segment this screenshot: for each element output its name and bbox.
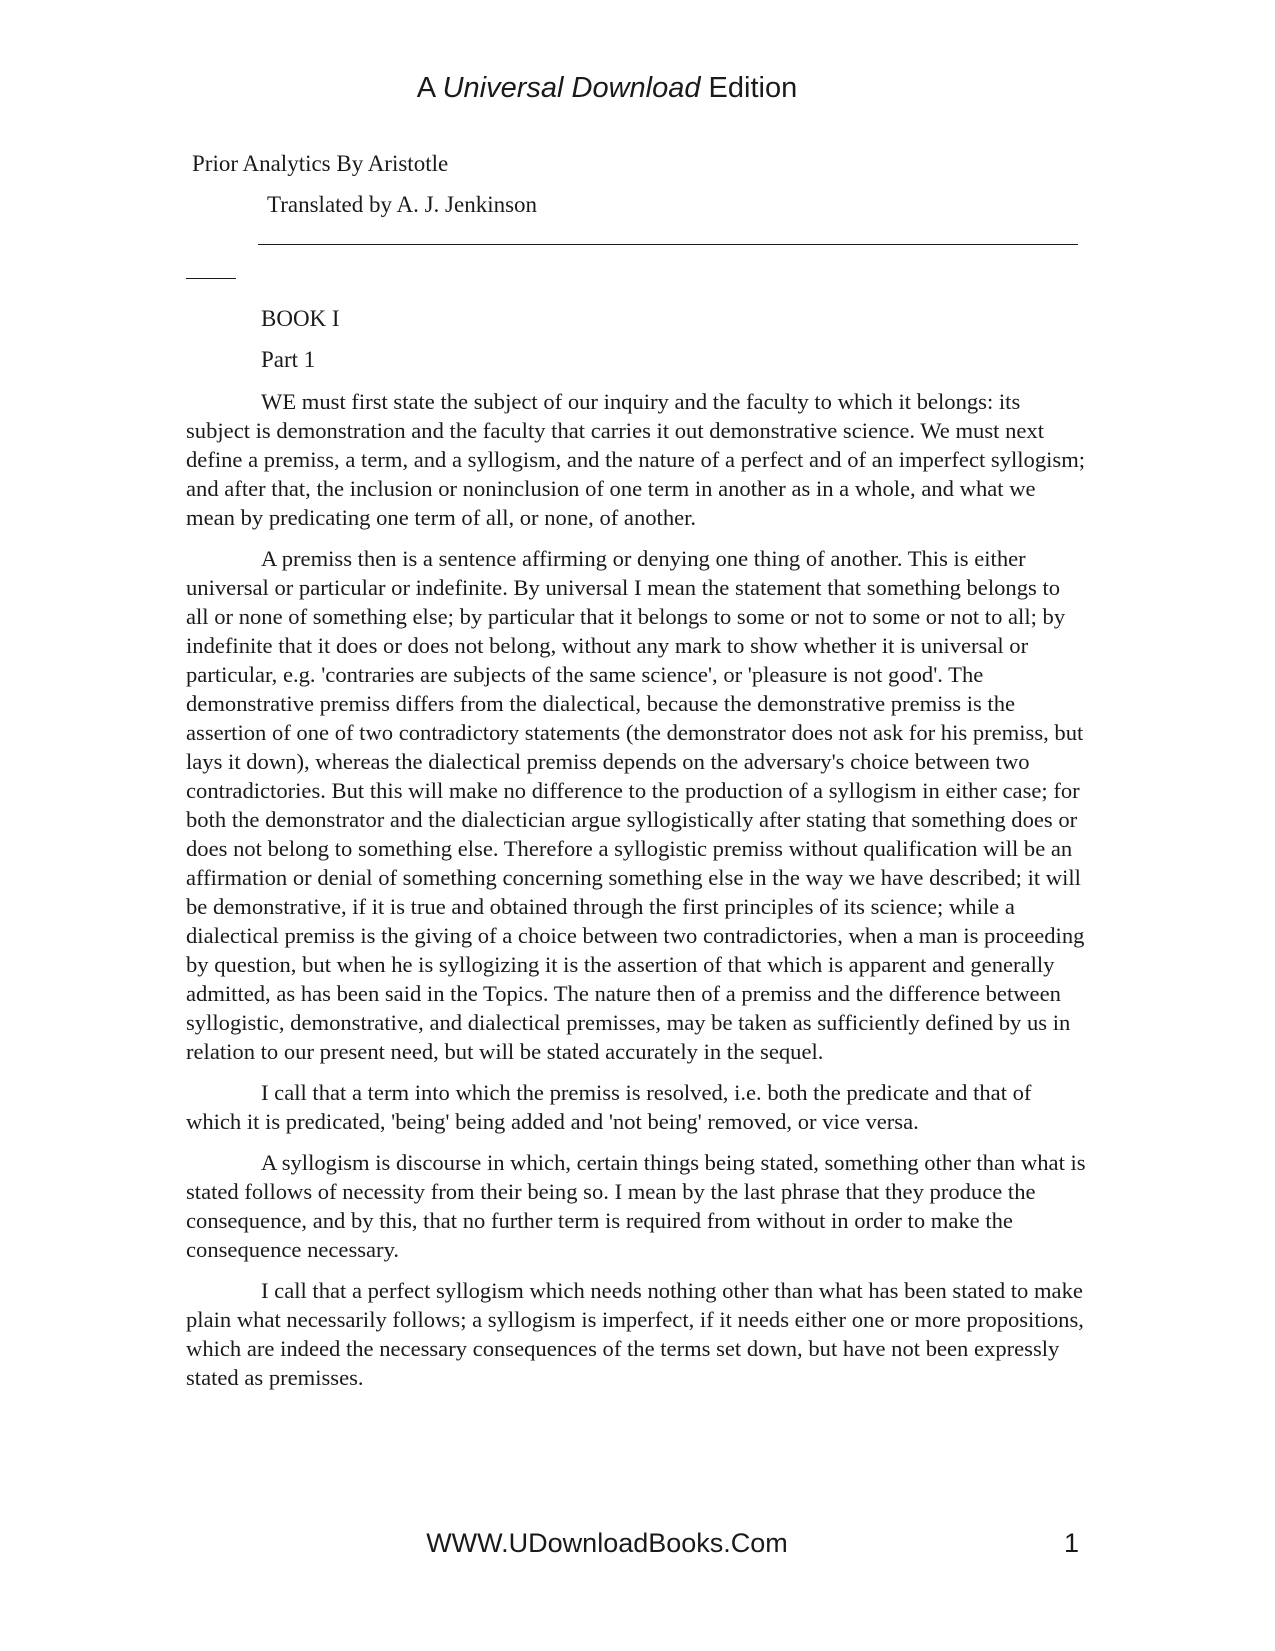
paragraph: A premiss then is a sentence affirming or denying one thing of another. This is either universal or particular or indefinite. By universal I mean the statement that something belongs to all or none of something else; by particular that it belongs to some or not to some or not to all; by indefinite that it does or does not belong, without any mark to show whether it is universal or particular, e.g. 'contraries are subjects of the same science', or 'pleasure is not good'. The demonstrative premiss differs from the dialectical, because the demonstrative premiss is the assertion of one of two contradictory statements (the demonstrator does not ask for his premiss, but lays it down), whereas the dialectical premiss depends on the adversary's choice between two contradictories. But this will make no difference to the production of a syllogism in either case; for both the demonstrator and the dialectician argue syllogistically after stating that something does or does not belong to something else. Therefore a syllogistic premiss without qualification will be an affirmation or denial of something concerning something else in the way we have described; it will be demonstrative, if it is true and obtained through the first principles of its science; while a dialectical premiss is the giving of a choice between two contradictories, when a man is proceeding by question, but when he is syllogizing it is the assertion of that which is apparent and generally admitted, as has been said in the Topics. The nature then of a premiss and the difference between syllogistic, demonstrative, and dialectical premisses, may be taken as sufficiently defined by us in relation to our present need, but will be stated accurately in the sequel. <box>186 546 1085 1064</box>
part-heading: Part 1 <box>261 347 316 372</box>
edition-header-suffix: Edition <box>700 72 798 104</box>
separator-rule <box>258 244 1078 245</box>
document-title: Prior Analytics By Aristotle <box>192 151 449 176</box>
body-text <box>186 387 1086 1404</box>
translator-line: Translated by A. J. Jenkinson <box>267 192 538 217</box>
paragraph: I call that a perfect syllogism which needs nothing other than what has been stated to make plain what necessarily follows; a syllogism is imperfect, if it needs either one or more propositions, which are indeed the necessary consequences of the terms set down, but have not been expressly stated as premisses. <box>186 1278 1084 1390</box>
edition-header-italic: Universal Download <box>442 72 701 104</box>
page-number: 1 <box>1063 1528 1079 1558</box>
separator-rule-continuation <box>186 278 236 279</box>
footer-website: WWW.UDownloadBooks.Com <box>426 1528 788 1558</box>
paragraph: I call that a term into which the premiss is resolved, i.e. both the predicate and that of which it is predicated, 'being' being added and 'not being' removed, or vice versa. <box>186 1080 1032 1134</box>
edition-header-prefix: A <box>416 72 443 104</box>
paragraph: A syllogism is discourse in which, certain things being stated, something other than what is stated follows of necessity from their being so. I mean by the last phrase that they produce the consequence, and by this, that no further term is required from without in order to make the consequence necessary. <box>186 1150 1086 1262</box>
book-heading: BOOK I <box>261 306 340 331</box>
edition-header <box>0 70 1214 106</box>
paragraph: WE must first state the subject of our inquiry and the faculty to which it belongs: its subject is demonstration and the faculty that carries it out demonstrative science. We must next define a premiss, a term, and a syllogism, and the nature of a perfect and of an imperfect syllogism; and after that, the inclusion or noninclusion of one term in another as in a whole, and what we mean by predicating one term of all, or none, of another. <box>186 389 1086 530</box>
